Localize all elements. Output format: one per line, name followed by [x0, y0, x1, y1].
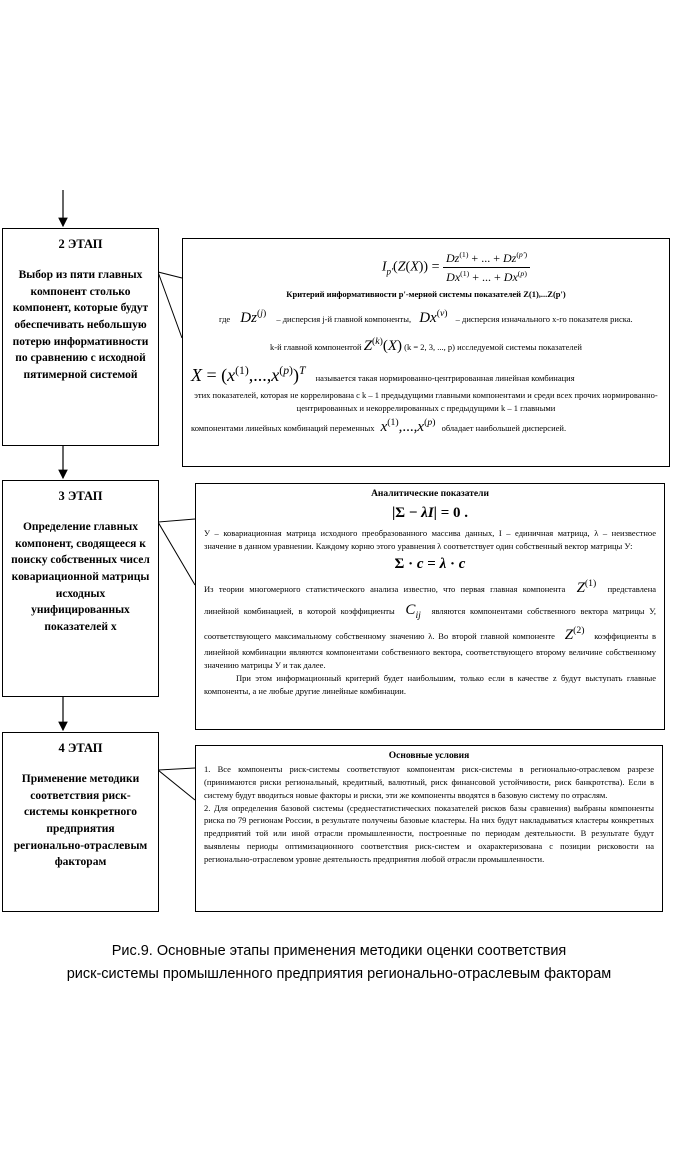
conditions-p2: 2. Для определения базовой системы (среднестатистических показателей рисков базы сравнения) выбраны компоненты риска по 79 регионам России, в результате получены базовые кластеры. На них будут накладываться кластеры конкретных предприятий той или иной отрасли промышленности, построенные по периодам деятельности. В результате будут выявлены периоды оптимизационного соответствия риск-систем и охарактеризована с позиции рисковости на регионально-отраслевом уровне деятельность предприятия любой отрасли промышленности. [204, 802, 654, 864]
zk-symbol: $Z^{(k)}(X)$ [363, 336, 403, 355]
dx-v-symbol: Dx$^{(v)}$ [419, 307, 448, 326]
criterion-title: Критерий информативности p'-мерной системы показателей Z(1),...Z(p') [286, 289, 566, 299]
stage-4-text: Применение методики соответствия риск-системы конкретного предприятия регионально-отраслевым факторам [13, 773, 148, 869]
stage-4-title: 4 ЭТАП [58, 741, 103, 755]
x-vector-desc-3: компонентами линейных комбинаций переменных [191, 423, 375, 434]
analytical-box [195, 483, 665, 730]
stage-3-box [2, 480, 159, 697]
stage-2-text: Выбор из пяти главных компонент столько компонент, которые будут обеспечивать небольшую потерю информативности по сравнению с исходной пятимерной системой [12, 269, 149, 382]
x-vector-line [191, 362, 661, 389]
caption-line-1: Рис.9. Основные этапы применения методики оценки соответствия [111, 943, 567, 959]
where-desc-2: – дисперсия изначального x-го показателя риска. [455, 313, 633, 324]
criterion-box [182, 238, 670, 467]
z1-symbol: $Z^{(1)}$ [576, 577, 597, 596]
callout-stage4 [158, 768, 195, 800]
stage-2-title: 2 ЭТАП [58, 237, 103, 251]
z2-symbol: $Z^{(2)}$ [564, 624, 585, 643]
callout-stage2 [158, 272, 182, 338]
stage-4-box [2, 732, 159, 912]
cij-symbol: $C_{ij}$ [405, 602, 421, 622]
conditions-p1: 1. Все компоненты риск-системы соответствуют компонентам риск-системы в регионально-отраслевом разрезе (принимаются риски региональный, кредитный, валютный, риск финансовой устойчивости, риск банкротства). Если в систему будут вводиться новые факторы и риски, эти же компоненты вводятся в базовую систему по отраслям. [204, 764, 654, 800]
analytical-p3: При этом информационный критерий будет наибольшим, только если в качестве z будут выступать главные компоненты, а не любые другие линейные комбинации. [204, 672, 656, 696]
analytical-p2b: представлена линейной комбинацией, в которой коэффициенты [204, 583, 657, 617]
analytical-p2a: Из теории многомерного статистического анализа известно, что первая главная компонента [204, 583, 566, 594]
x-vars-symbol: $x^{(1)},...,x^{(p)}$ [380, 417, 436, 436]
stage-3-title: 3 ЭТАП [58, 489, 103, 503]
analytical-p2c: являются компонентами собственного вектора матрицы У, соответствующего максимальному собственному значению λ. Во второй главной компоненте [204, 606, 656, 641]
criterion-formula: $I_{p'}(Z(X))$ = $\frac{Dz^{(1)} + ... + Dz^{(p')}}{Dx^{(1)} + ... + Dx^{(p)}}$ [251, 249, 661, 286]
analytical-title: Аналитические показатели [371, 489, 489, 499]
x-vector-last-line [191, 416, 661, 439]
x-vector-desc: называется такая нормированно-центрированная линейная комбинация [315, 372, 575, 383]
dz-j-symbol: Dz$^{(j)}$ [240, 307, 267, 326]
x-vector-desc-2: этих показателей, которая не коррелирована с k – 1 предыдущими главными компонентами и среди всех прочих нормированно-центрированных и некоррелированных с предыдущими k – 1 главными [194, 389, 658, 413]
k-component-label: k-й главной компонентой [270, 342, 362, 353]
figure-caption [0, 940, 678, 986]
x-vector-formula: $X = (x^{(1)},...,x^{(p)})^T$ [191, 363, 306, 385]
where-desc-1: – дисперсия j-й главной компоненты, [276, 313, 412, 324]
analytical-p1: У – ковариационная матрица исходного преобразованного массива данных, I – единичная матрица, λ – неизвестное значение в данном уравнении. Каждому корню этого уравнения λ соответствует один собственный вектор матрицы У: [204, 527, 656, 551]
k-component-line [191, 335, 661, 358]
caption-line-2: риск-системы промышленного предприятия регионально-отраслевым факторам [66, 966, 612, 983]
stage-2-box [2, 228, 159, 446]
eigen-equation: Σ · c = λ · c [394, 556, 466, 573]
conditions-title: Основные условия [388, 751, 470, 761]
k-component-desc: (k = 2, 3, ..., p) исследуемой системы показателей [404, 342, 582, 353]
analytical-p2d: коэффициенты в линейной комбинации являются компонентами собственного вектора, соответствующего второму величине собственному значению матрицы У и так далее. [204, 630, 657, 671]
stage-3-text: Определение главных компонент, сводящееся к поиску собственных чисел ковариационной матрицы исходных унифицированных показателей x [11, 521, 150, 634]
analytical-p2 [204, 577, 656, 672]
x-vector-desc-4: обладает наибольшей дисперсией. [441, 423, 567, 434]
conditions-box [195, 745, 663, 912]
callout-stage3 [158, 519, 195, 585]
where-word: где [219, 313, 231, 324]
criterion-where-line [191, 307, 661, 330]
characteristic-equation: |Σ − λI| = 0 . [391, 505, 469, 522]
